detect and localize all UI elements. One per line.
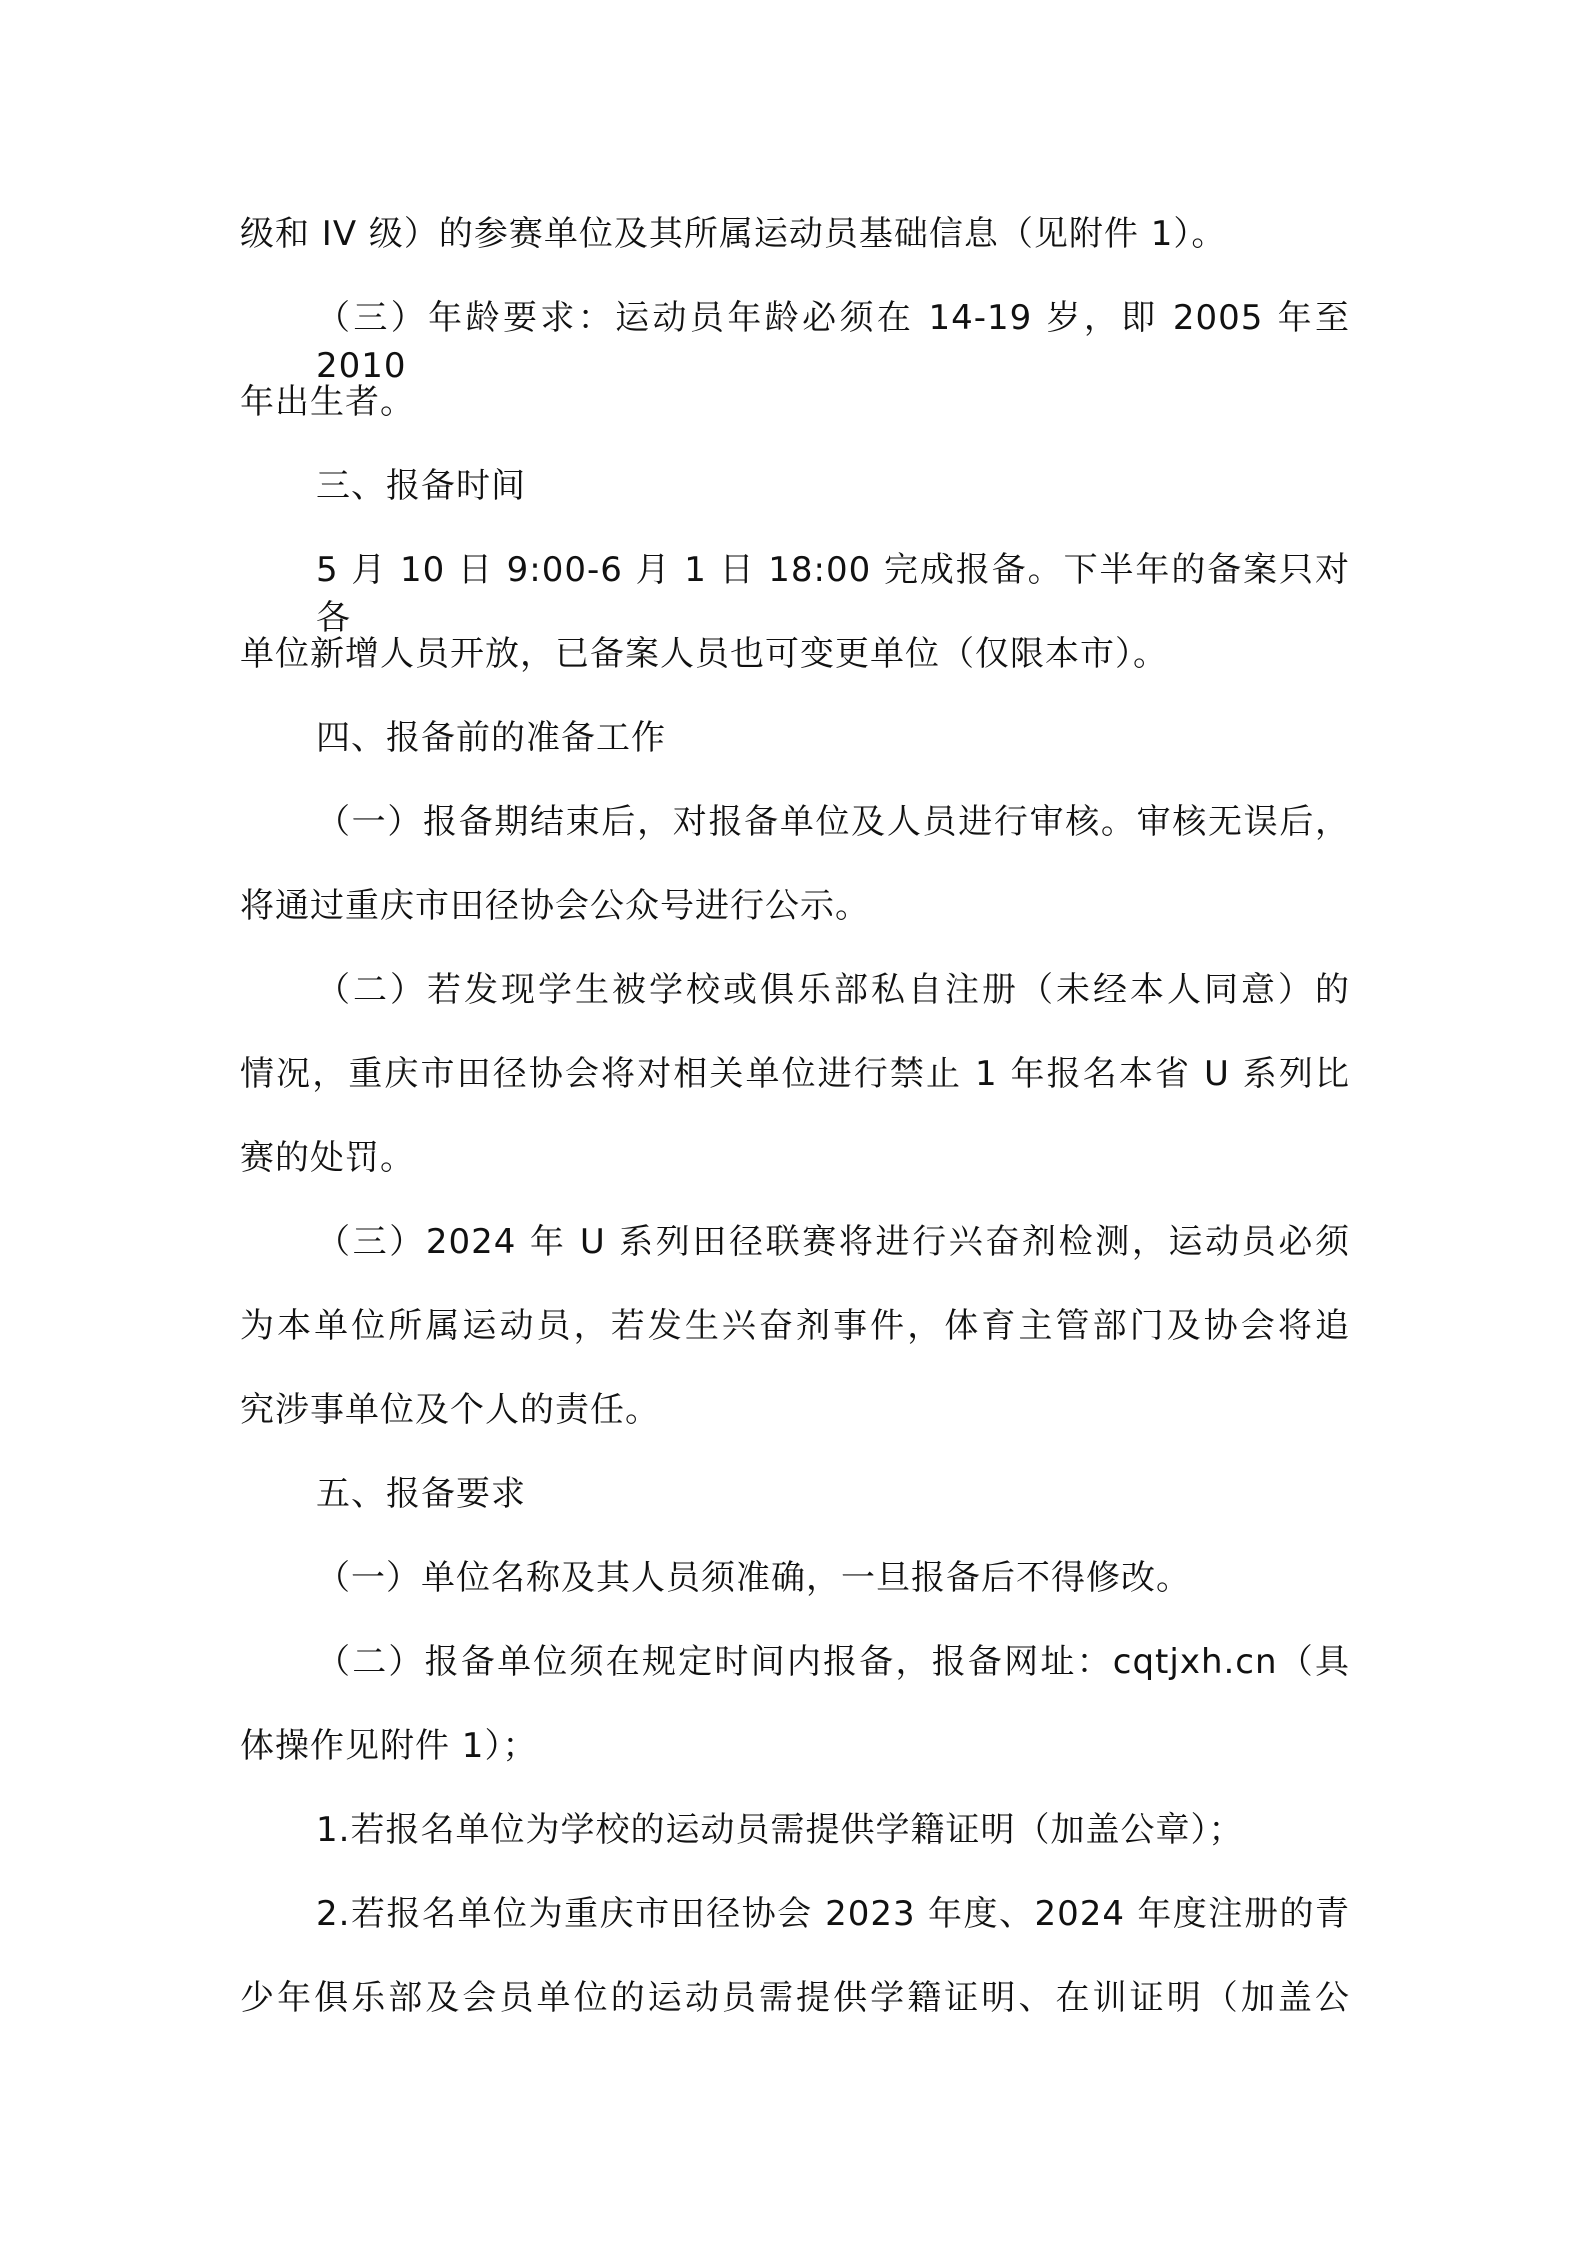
- text-line: 体操作见附件 1）；: [240, 1726, 538, 1766]
- text-line: 2.若报名单位为重庆市田径协会 2023 年度、2024 年度注册的青: [316, 1894, 1350, 1934]
- text-line: 级和 IV 级）的参赛单位及其所属运动员基础信息（见附件 1）。: [240, 214, 1227, 254]
- text-line: （一）报备期结束后，对报备单位及人员进行审核。审核无误后，: [316, 802, 1350, 842]
- section-heading: 三、报备时间: [316, 466, 526, 506]
- section-heading: 四、报备前的准备工作: [316, 718, 666, 758]
- text-line: （三）2024 年 U 系列田径联赛将进行兴奋剂检测，运动员必须: [316, 1222, 1350, 1262]
- text-line: 究涉事单位及个人的责任。: [240, 1390, 660, 1430]
- text-line: （二）若发现学生被学校或俱乐部私自注册（未经本人同意）的: [316, 970, 1350, 1010]
- text-line: （三）年龄要求：运动员年龄必须在 14-19 岁，即 2005 年至 2010: [316, 298, 1350, 386]
- text-line: 为本单位所属运动员，若发生兴奋剂事件，体育主管部门及协会将追: [240, 1306, 1350, 1346]
- text-line: 将通过重庆市田径协会公众号进行公示。: [240, 886, 870, 926]
- text-line: 1.若报名单位为学校的运动员需提供学籍证明（加盖公章）；: [316, 1810, 1244, 1850]
- text-line: 单位新增人员开放，已备案人员也可变更单位（仅限本市）。: [240, 634, 1168, 674]
- text-line: 5 月 10 日 9:00-6 月 1 日 18:00 完成报备。下半年的备案只对各: [316, 550, 1350, 638]
- text-line: 少年俱乐部及会员单位的运动员需提供学籍证明、在训证明（加盖公: [240, 1978, 1350, 2018]
- text-line: 年出生者。: [240, 382, 415, 422]
- text-line: （一）单位名称及其人员须准确，一旦报备后不得修改。: [316, 1558, 1191, 1598]
- text-line: （二）报备单位须在规定时间内报备，报备网址：cqtjxh.cn（具: [316, 1642, 1350, 1682]
- text-line: 赛的处罚。: [240, 1138, 415, 1178]
- section-heading: 五、报备要求: [316, 1474, 526, 1514]
- text-line: 情况，重庆市田径协会将对相关单位进行禁止 1 年报名本省 U 系列比: [240, 1054, 1350, 1094]
